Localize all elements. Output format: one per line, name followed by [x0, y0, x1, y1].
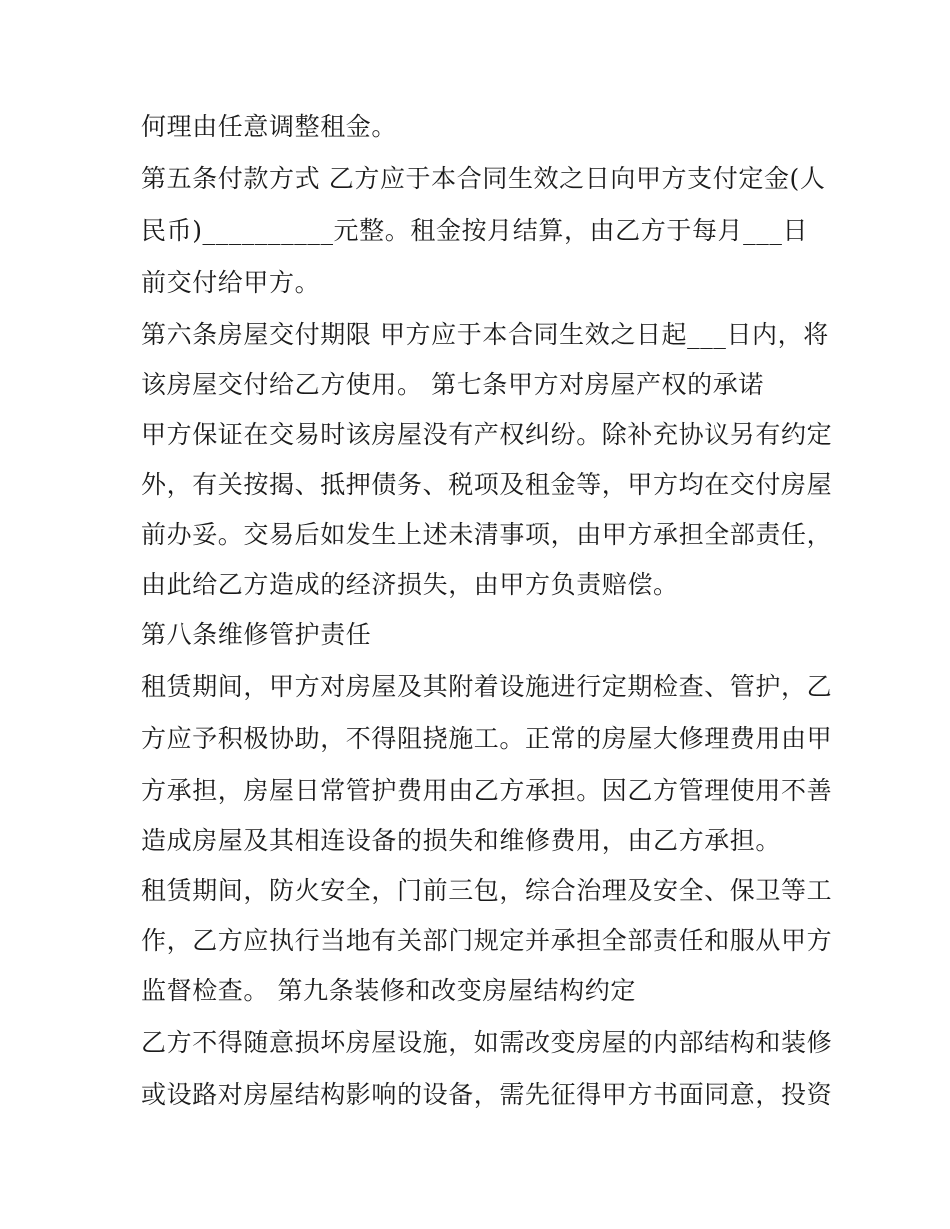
text-line: 造成房屋及其相连设备的损失和维修费用，由乙方承担。: [141, 826, 782, 855]
text-line: 乙方不得随意损坏房屋设施，如需改变房屋的内部结构和装修: [141, 1028, 833, 1057]
text-line: 第五条付款方式 乙方应于本合同生效之日向甲方支付定金(人: [141, 164, 826, 193]
text-line: 何理由任意调整租金。: [141, 112, 398, 141]
text-line: 由此给乙方造成的经济损失，由甲方负责赔偿。: [141, 570, 679, 599]
text-line: 方应予积极协助，不得阻挠施工。正常的房屋大修理费用由甲: [141, 724, 833, 753]
section-heading: 第八条维修管护责任: [141, 620, 372, 649]
text-line: 前交付给甲方。: [141, 268, 321, 297]
text-line: 民币)__________元整。租金按月结算，由乙方于每月___日: [141, 216, 809, 245]
text-line: 或设路对房屋结构影响的设备，需先征得甲方书面同意，投资: [141, 1080, 833, 1109]
text-line: 作，乙方应执行当地有关部门规定并承担全部责任和服从甲方: [141, 926, 833, 955]
text-line: 该房屋交付给乙方使用。 第七条甲方对房屋产权的承诺: [141, 370, 764, 399]
text-line: 租赁期间，甲方对房屋及其附着设施进行定期检查、管护，乙: [141, 672, 833, 701]
text-line: 监督检查。 第九条装修和改变房屋结构约定: [141, 976, 636, 1005]
text-line: 前办妥。交易后如发生上述未清事项，由甲方承担全部责任，: [141, 520, 833, 549]
text-line: 方承担，房屋日常管护费用由乙方承担。因乙方管理使用不善: [141, 776, 833, 805]
text-line: 外，有关按揭、抵押债务、税项及租金等，甲方均在交付房屋: [141, 470, 833, 499]
text-line: 租赁期间，防火安全，门前三包，综合治理及安全、保卫等工: [141, 876, 833, 905]
text-line: 第六条房屋交付期限 甲方应于本合同生效之日起___日内，将: [141, 320, 829, 349]
text-line: 甲方保证在交易时该房屋没有产权纠纷。除补充协议另有约定: [141, 420, 833, 449]
